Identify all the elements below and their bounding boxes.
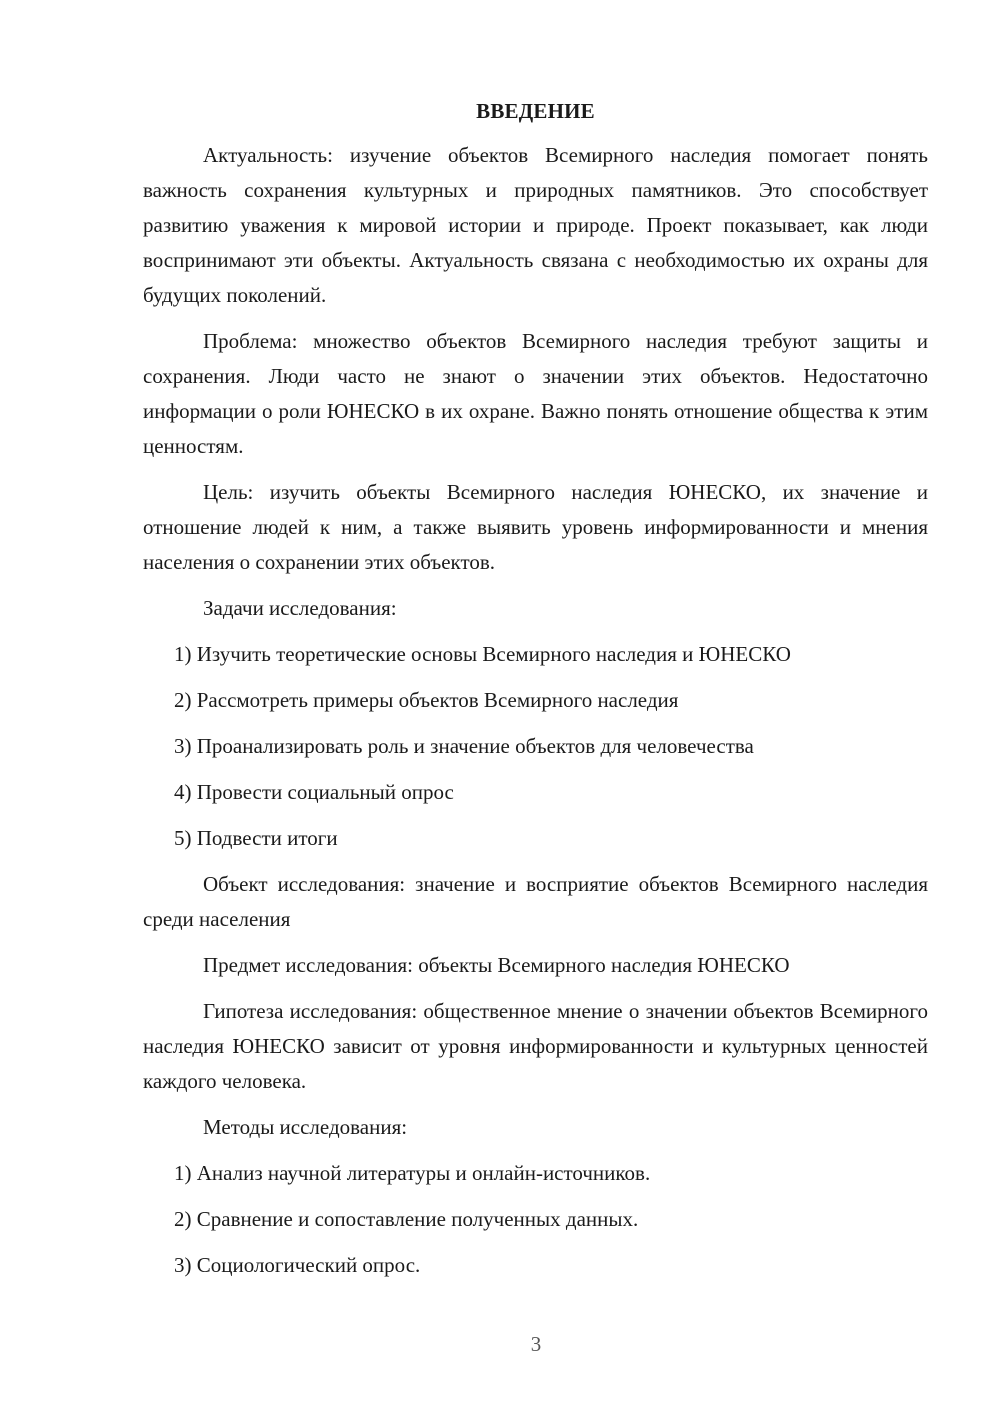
list-item: 2) Рассмотреть примеры объектов Всемирного наследия	[174, 688, 679, 712]
section-heading: ВВЕДЕНИЕ	[476, 99, 595, 123]
subject-paragraph: Предмет исследования: объекты Всемирного наследия ЮНЕСКО	[203, 953, 790, 977]
object-paragraph: Объект исследования: значение и восприятие объектов Всемирного наследия среди населения	[143, 872, 928, 931]
relevance-paragraph: Актуальность: изучение объектов Всемирного наследия помогает понять важность сохранения культурных и природных памятников. Это способствует развитию уважения к мировой истории и природе. Проект показывает, как люди воспринимают эти объекты. Актуальность связана с необходимостью их охраны для будущих поколений.	[143, 143, 928, 307]
list-item: 1) Анализ научной литературы и онлайн-источников.	[174, 1161, 651, 1185]
page-body	[143, 96, 928, 1294]
methods-title: Методы исследования:	[203, 1115, 408, 1139]
hypothesis-paragraph: Гипотеза исследования: общественное мнение о значении объектов Всемирного наследия ЮНЕСКО зависит от уровня информированности и культурных ценностей каждого человека.	[143, 999, 928, 1093]
list-item: 3) Проанализировать роль и значение объектов для человечества	[174, 734, 754, 758]
page-number: 3	[530, 1332, 542, 1356]
list-item: 4) Провести социальный опрос	[174, 780, 454, 804]
list-item: 1) Изучить теоретические основы Всемирного наследия и ЮНЕСКО	[174, 642, 791, 666]
list-item: 5) Подвести итоги	[174, 826, 338, 850]
problem-paragraph: Проблема: множество объектов Всемирного наследия требуют защиты и сохранения. Люди часто не знают о значении этих объектов. Недостаточно информации о роли ЮНЕСКО в их охране. Важно понять отношение общества к этим ценностям.	[143, 329, 928, 458]
tasks-title: Задачи исследования:	[203, 596, 397, 620]
goal-paragraph: Цель: изучить объекты Всемирного наследия ЮНЕСКО, их значение и отношение людей к ним, а также выявить уровень информированности и мнения населения о сохранении этих объектов.	[143, 480, 928, 574]
tasks-list	[143, 637, 928, 856]
list-item: 3) Социологический опрос.	[174, 1253, 421, 1277]
list-item: 2) Сравнение и сопоставление полученных данных.	[174, 1207, 639, 1231]
methods-list	[143, 1156, 928, 1283]
